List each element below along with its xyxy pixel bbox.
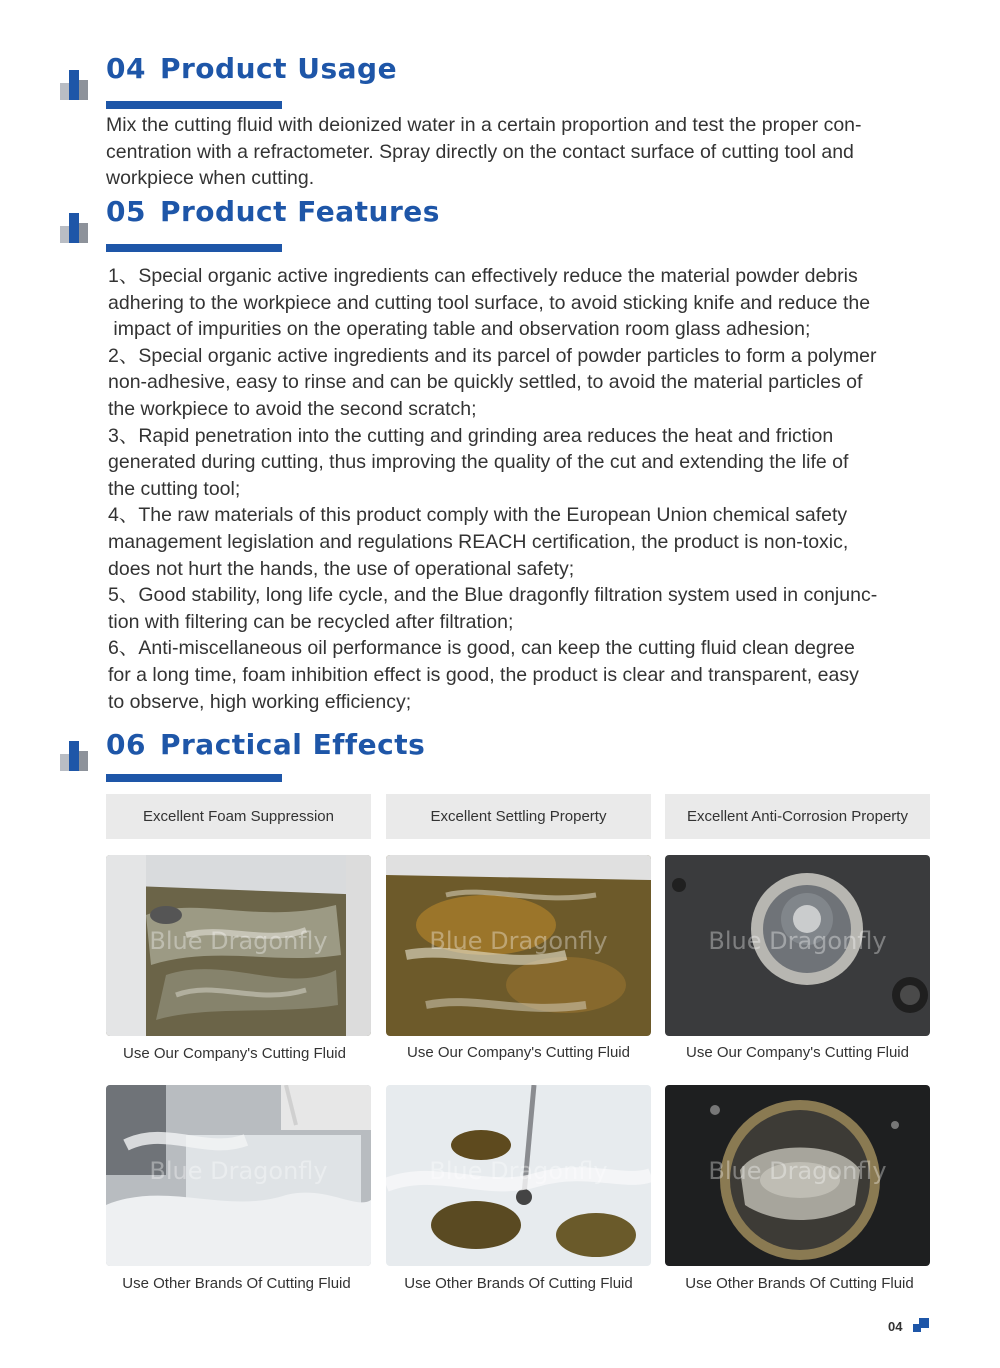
- photo-ours-foam: [106, 855, 371, 1036]
- photo-others-foam: [106, 1085, 371, 1266]
- section-underline: [106, 774, 282, 782]
- feature-line: 3、Rapid penetration into the cutting and grinding area reduces the heat and friction: [108, 424, 834, 447]
- section-underline: [106, 101, 282, 109]
- feature-line: tion with filtering can be recycled after filtration;: [108, 610, 514, 633]
- section-title-effects: [106, 728, 425, 761]
- feature-line: 4、The raw materials of this product comply with the European Union chemical safety: [108, 504, 848, 527]
- feature-line: 6、Anti-miscellaneous oil performance is good, can keep the cutting fluid clean degree: [108, 637, 855, 660]
- effect-label-corrosion: Excellent Anti-Corrosion Property: [665, 794, 930, 839]
- watermark: Blue Dragonfly: [149, 927, 328, 955]
- section-bars-icon: [60, 70, 90, 100]
- feature-line: 2、Special organic active ingredients and its parcel of powder particles to form a polymer: [108, 344, 877, 367]
- section-heading: Product Features: [159, 195, 440, 228]
- feature-line: to observe, high working efficiency;: [108, 690, 412, 713]
- caption-others-corrosion: Use Other Brands Of Cutting Fluid: [685, 1275, 914, 1292]
- section-number: 06: [106, 728, 146, 761]
- feature-line: non-adhesive, easy to rinse and can be quickly settled, to avoid the material particles of: [108, 371, 863, 394]
- usage-line: workpiece when cutting.: [106, 167, 315, 190]
- feature-line: the cutting tool;: [108, 477, 241, 500]
- usage-line: centration with a refractometer. Spray directly on the contact surface of cutting tool and: [106, 140, 854, 163]
- usage-paragraph: [106, 112, 936, 192]
- section-bars-icon: [60, 741, 90, 771]
- feature-line: for a long time, foam inhibition effect is good, the product is clear and transparent, easy: [108, 663, 859, 686]
- watermark: Blue Dragonfly: [429, 1157, 608, 1185]
- section-heading: Practical Effects: [159, 728, 426, 761]
- photo-ours-corrosion: [665, 855, 930, 1036]
- page-number: 04: [888, 1319, 903, 1334]
- section-number: 04: [106, 52, 146, 85]
- features-list: [108, 263, 938, 715]
- page-corner-icon: [913, 1318, 929, 1332]
- feature-line: impact of impurities on the operating table and observation room glass adhesion;: [108, 318, 811, 341]
- watermark: Blue Dragonfly: [149, 1157, 328, 1185]
- effect-label-settling: Excellent Settling Property: [386, 794, 651, 839]
- section-bars-icon: [60, 213, 90, 243]
- photo-others-settling: [386, 1085, 651, 1266]
- usage-line: Mix the cutting fluid with deionized water in a certain proportion and test the proper con-: [106, 114, 862, 136]
- caption-others-foam: Use Other Brands Of Cutting Fluid: [122, 1275, 351, 1292]
- effect-label-foam: Excellent Foam Suppression: [106, 794, 371, 839]
- feature-line: adhering to the workpiece and cutting tool surface, to avoid sticking knife and reduce the: [108, 291, 871, 314]
- photo-others-corrosion: [665, 1085, 930, 1266]
- feature-line: 5、Good stability, long life cycle, and the Blue dragonfly filtration system used in conjunc-: [108, 584, 878, 607]
- watermark: Blue Dragonfly: [708, 927, 887, 955]
- section-title-features: [106, 195, 440, 228]
- section-underline: [106, 244, 282, 252]
- caption-ours-settling: Use Our Company's Cutting Fluid: [407, 1044, 630, 1061]
- photo-ours-settling: [386, 855, 651, 1036]
- feature-line: generated during cutting, thus improving the quality of the cut and extending the life of: [108, 451, 849, 474]
- feature-line: management legislation and regulations REACH certification, the product is non-toxic,: [108, 530, 849, 553]
- caption-others-settling: Use Other Brands Of Cutting Fluid: [404, 1275, 633, 1292]
- feature-line: the workpiece to avoid the second scratch;: [108, 397, 477, 420]
- caption-ours-foam: Use Our Company's Cutting Fluid: [123, 1045, 346, 1062]
- caption-ours-corrosion: Use Our Company's Cutting Fluid: [686, 1044, 909, 1061]
- section-heading: Product Usage: [159, 52, 398, 85]
- feature-line: does not hurt the hands, the use of operational safety;: [108, 557, 575, 580]
- watermark: Blue Dragonfly: [429, 927, 608, 955]
- feature-line: 1、Special organic active ingredients can effectively reduce the material powder debris: [108, 265, 858, 287]
- watermark: Blue Dragonfly: [708, 1157, 887, 1185]
- section-number: 05: [106, 195, 146, 228]
- section-title-usage: [106, 52, 397, 85]
